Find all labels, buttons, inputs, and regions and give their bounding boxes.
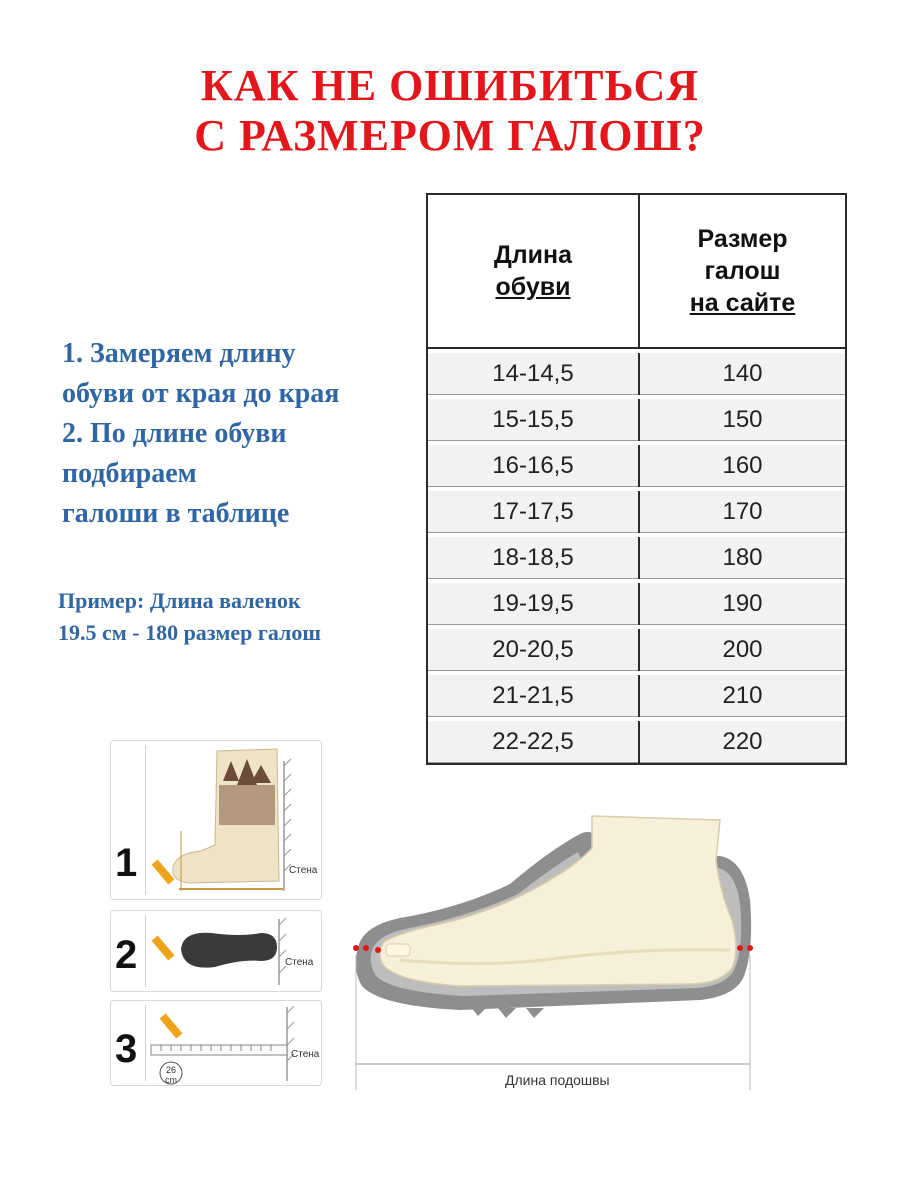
header-text: на сайте [689,289,796,317]
table-row [428,533,845,579]
cell-size: 220 [722,728,763,755]
table-row [428,487,845,533]
cell-size: 160 [722,452,763,479]
cell-length: 20-20,5 [428,629,640,671]
table-row [428,395,845,441]
table-row [428,671,845,717]
cell-length: 18-18,5 [428,537,640,579]
instruction-line: галоши в таблице [62,498,290,529]
instruction-line: подбираем [62,458,197,489]
foot-diagram [340,800,770,1105]
cell-size: 150 [722,406,763,433]
instruction-line: обуви от края до края [62,378,340,409]
table-header [428,195,845,349]
sole-icon [111,911,323,993]
cell-length: 17-17,5 [428,491,640,533]
example-line: 19.5 см - 180 размер галош [58,620,321,645]
table-row [428,625,845,671]
table-row [428,579,845,625]
cell-length: 16-16,5 [428,445,640,487]
page-title-line-1: КАК НЕ ОШИБИТЬСЯ [200,61,700,110]
cell-size: 200 [722,636,763,663]
cell-size: 190 [722,590,763,617]
cell-size: 180 [722,544,763,571]
step-2-panel [110,910,322,992]
cell-size: 140 [722,360,763,387]
table-row [428,349,845,395]
sole-length-caption: Длина подошвы [505,1072,610,1088]
cell-length: 19-19,5 [428,583,640,625]
cell-length: 14-14,5 [428,353,640,395]
step-number: 2 [115,933,138,977]
example-line: Пример: Длина валенок [58,588,301,613]
size-table [426,193,847,765]
cell-length: 15-15,5 [428,399,640,441]
step-number: 3 [115,1027,138,1071]
foot-in-galosh-illustration [340,800,770,1100]
ruler-reading: 26 cm [165,1065,177,1085]
cell-size: 170 [722,498,763,525]
page-title-line-2: С РАЗМЕРОМ ГАЛОШ? [194,111,706,160]
felt-boot-icon [111,741,323,901]
wall-label: Стена [285,957,314,968]
header-text: Длина [493,241,573,269]
table-row [428,441,845,487]
table-row [428,717,845,763]
instruction-line: 2. По длине обуви [62,418,287,449]
cell-size: 210 [722,682,763,709]
header-shoe-length [428,195,640,347]
step-1-panel [110,740,322,900]
instruction-line: 1. Замеряем длину [62,338,296,369]
step-3-panel [110,1000,322,1086]
header-text: галош [704,257,781,285]
ruler-icon [111,1001,323,1087]
cell-length: 22-22,5 [428,721,640,763]
cell-length: 21-21,5 [428,675,640,717]
header-text: обуви [495,273,571,301]
step-number: 1 [115,841,138,885]
wall-label: Стена [291,1049,320,1060]
header-galosh-size [640,195,845,347]
wall-label: Стена [289,865,318,876]
header-text: Размер [697,225,788,253]
